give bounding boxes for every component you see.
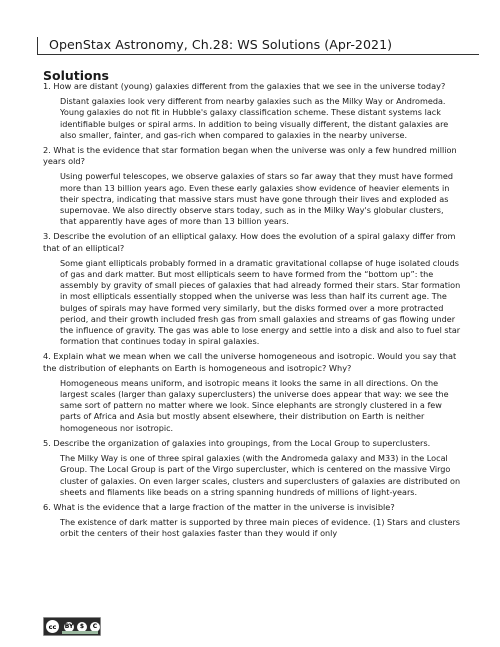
question-5: 5. Describe the organization of galaxies into groupings, from the Local Group to superclusters. [43, 437, 431, 448]
answer-5: The Milky Way is one of three spiral galaxies (with the Andromeda galaxy and M33) in the Local Group. The Local Group is part of the Virgo supercluster, which is centered on the massive Virgo cluster of galaxies. On even larger scales, clusters and superclusters of galaxies are distributed on sheets and filaments like beads on a string spanning hundreds of millions of light-years. [60, 453, 461, 497]
answer-3: Some giant ellipticals probably formed in a dramatic gravitational collapse of huge isolated clouds of gas and dark matter. But most ellipticals seem to have formed from the “bottom up”: the assembly by gravity of small pieces of galaxies that had already formed their stars. Star formation in most ellipticals essentially stopped when the universe was less than half its current age. The bulges of spirals may have formed very similarly, but the disks formed over a more protracted period, and their growth included fresh gas from small galaxies and streams of gas flowing under the influence of gravity. The gas was able to lose energy and settle into a disk and also to fuel star formation that continues today in spiral galaxies. [60, 257, 461, 347]
qa-item-2 [43, 145, 463, 227]
qa-item-3 [43, 231, 463, 347]
attribution-icon: BY [64, 623, 74, 630]
cc-icon: cc [46, 620, 59, 633]
answer-4: Homogeneous means uniform, and isotropic means it looks the same in all directions. On the largest scales (larger than galaxy superclusters) the universe does appear that way: we see the same sort of pattern no matter where we look. Since elephants are strongly clustered in a few parts of Africa and Asia but mostly absent elsewhere, their distribution on Earth is neither homogeneous nor isotropic. [60, 377, 449, 433]
license-terms [64, 622, 100, 632]
question-4: 4. Explain what we mean when we call the universe homogeneous and isotropic. Would you say that the distribution of elephants on Earth is homogeneous and isotropic? Why? [43, 351, 457, 373]
answer-6: The existence of dark matter is supported by three main pieces of evidence. (1) Stars and clusters orbit the centers of their host galaxies faster than they would if only [60, 517, 460, 539]
qa-item-1 [43, 81, 463, 141]
qa-list [43, 81, 463, 544]
section-heading: Solutions [43, 68, 109, 83]
question-1: 1. How are distant (young) galaxies different from the galaxies that we see in the universe today? [43, 81, 446, 91]
cc-license-badge[interactable] [43, 617, 101, 636]
qa-item-4 [43, 351, 463, 433]
question-3: 3. Describe the evolution of an elliptical galaxy. How does the evolution of a spiral galaxy differ from that of an elliptical? [43, 231, 456, 253]
question-6: 6. What is the evidence that a large fraction of the matter in the universe is invisible? [43, 501, 395, 512]
answer-1: Distant galaxies look very different from nearby galaxies such as the Milky Way or Andromeda. Young galaxies do not fit in Hubble's galaxy classification scheme. These distant systems lack identifiable bulges or spiral arms. In addition to being visually different, the distant galaxies are also smaller, fainter, and gas-rich when compared to galaxies in the nearby universe. [60, 96, 449, 140]
answer-2: Using powerful telescopes, we observe galaxies of stars so far away that they must have formed more than 13 billion years ago. Even these early galaxies show evidence of heavier elements in their spectra, indicating that massive stars must have gone through their lives and exploded as supernovae. We also directly observe stars today, such as in the Milky Way's globular clusters, that apparently have ages of more than 13 billion years. [60, 171, 454, 227]
page-title: OpenStax Astronomy, Ch.28: WS Solutions (Apr-2021) [37, 37, 479, 55]
noncommercial-icon: $ [77, 622, 87, 632]
qa-item-5 [43, 438, 463, 498]
sharealike-icon: C [90, 622, 100, 632]
question-2: 2. What is the evidence that star formation began when the universe was only a few hundred million years old? [43, 145, 457, 167]
qa-item-6 [43, 502, 463, 540]
badge-strip [62, 631, 98, 634]
